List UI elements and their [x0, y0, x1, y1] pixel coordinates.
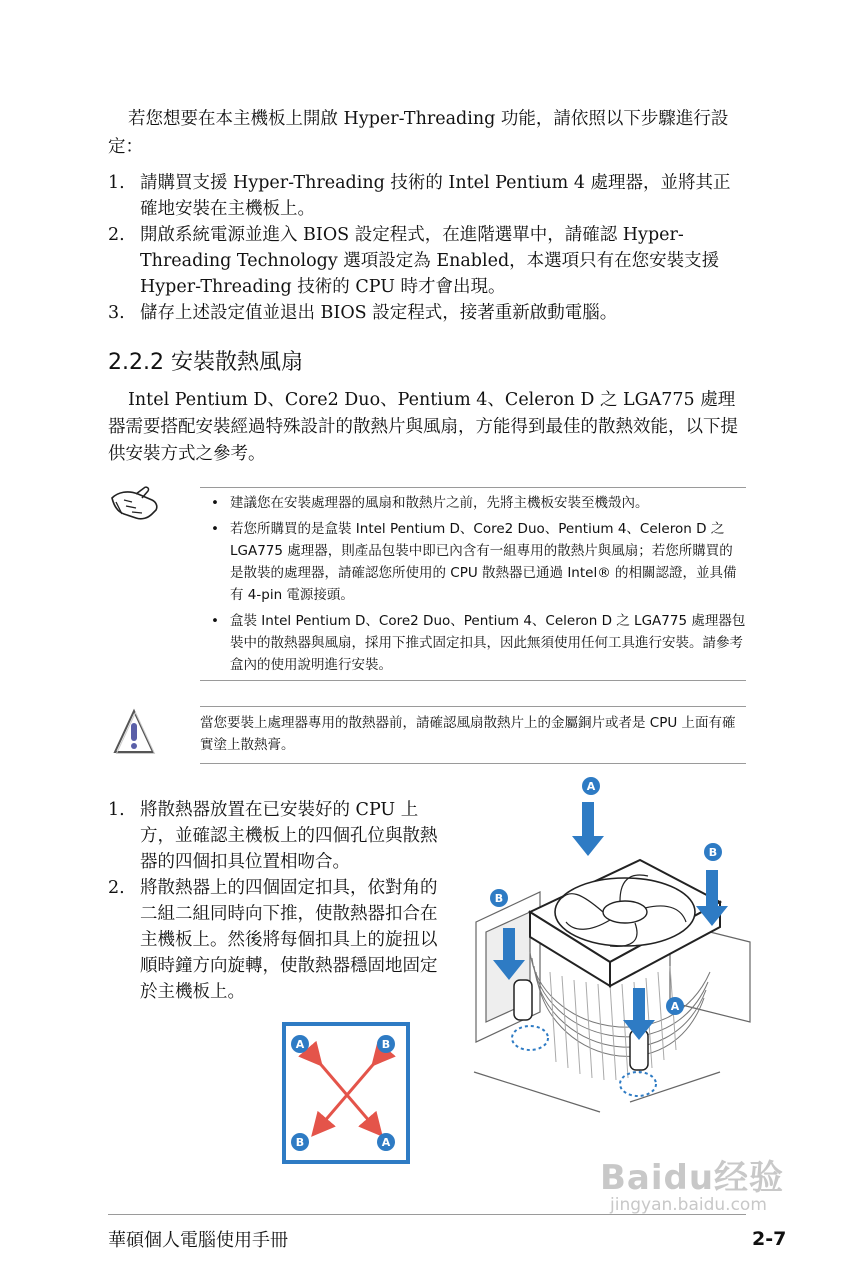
list-item: [108, 300, 746, 326]
step-number: 1.: [108, 173, 125, 193]
footer-rule: [108, 1214, 746, 1215]
hand-note-icon: [108, 480, 168, 530]
footer-title: 華碩個人電腦使用手冊: [108, 1230, 288, 1251]
list-item: [108, 170, 746, 222]
bullet: •: [211, 495, 219, 511]
step-number: 1.: [108, 800, 125, 820]
note-bottom-rule: [200, 680, 746, 681]
label-b: B: [708, 846, 718, 859]
intro-paragraph: 若您想要在本主機板上開啟 Hyper-Threading 功能，請依照以下步驟進行設定：: [108, 109, 729, 157]
note-text: 盒裝 Intel Pentium D、Core2 Duo、Pentium 4、Celeron D 之 LGA775 處理器包裝中的散熱器與風扇，採用下推式固定扣具，因此無須使用任何工具進行安裝。請參考盒內的使用說明進行安裝。: [230, 613, 746, 673]
bullet: •: [211, 613, 219, 629]
heatsink-illustration: [470, 772, 760, 1122]
note-text: 建議您在安裝處理器的風扇和散熱片之前，先將主機板安裝至機殼內。: [230, 495, 649, 511]
caution-bottom-rule: [200, 763, 746, 764]
label-a: A: [295, 1038, 305, 1051]
section-paragraph: Intel Pentium D、Core2 Duo、Pentium 4、Celeron D 之 LGA775 處理器需要搭配安裝經過特殊設計的散熱片與風扇，方能得到最佳的散熱效能，以下提供安裝方式之參考。: [108, 390, 738, 464]
list-item: [108, 797, 448, 875]
page-number: 2-7: [752, 1228, 787, 1250]
step-text: 將散熱器放置在已安裝好的 CPU 上方，並確認主機板上的四個孔位與散熱器的四個扣具位置相吻合。: [140, 800, 438, 872]
list-item: [108, 222, 746, 300]
label-b: B: [295, 1136, 305, 1149]
step-number: 3.: [108, 303, 125, 323]
caution-top-rule: [200, 706, 746, 707]
watermark-site: jingyan.baidu.com: [610, 1195, 767, 1215]
label-b: B: [381, 1038, 391, 1051]
bullet: •: [211, 521, 219, 537]
label-a: A: [586, 780, 596, 793]
step-number: 2.: [108, 878, 125, 898]
step-text: 儲存上述設定值並退出 BIOS 設定程式，接著重新啟動電腦。: [140, 303, 618, 323]
ht-steps-list: [108, 170, 746, 326]
step-text: 開啟系統電源並進入 BIOS 設定程式，在進階選單中，請確認 Hyper-Threading Technology 選項設定為 Enabled，本選項只有在您安裝支援 Hyper-Threading 技術的 CPU 時才會出現。: [140, 225, 720, 297]
list-item: [108, 875, 448, 1005]
label-a: A: [381, 1136, 391, 1149]
watermark: [600, 1150, 784, 1215]
list-item: [200, 518, 746, 606]
note-text: 若您所購買的是盒裝 Intel Pentium D、Core2 Duo、Pentium 4、Celeron D 之 LGA775 處理器，則產品包裝中即已內含有一組專用的散熱片與風扇；若您所購買的是散裝的處理器，請確認您所使用的 CPU 散熱器已通過 Intel® 的相關認證，並具備有 4-pin 電源接頭。: [230, 521, 737, 603]
note-top-rule: [200, 487, 746, 488]
step-number: 2.: [108, 225, 125, 245]
diagonal-order-diagram: [282, 1022, 410, 1164]
note-list: [200, 492, 746, 680]
list-item: [200, 610, 746, 676]
install-steps-list: [108, 797, 448, 1005]
section-heading: 2.2.2 安裝散熱風扇: [108, 350, 303, 375]
label-b: B: [494, 892, 504, 905]
step-text: 請購買支援 Hyper-Threading 技術的 Intel Pentium 4 處理器，並將其正確地安裝在主機板上。: [140, 173, 731, 219]
label-a: A: [670, 1000, 680, 1013]
watermark-brand: Baidu经验: [600, 1158, 785, 1198]
list-item: [200, 492, 746, 514]
caution-text: 當您要裝上處理器專用的散熱器前，請確認風扇散熱片上的金屬銅片或者是 CPU 上面有確實塗上散熱膏。: [200, 715, 736, 753]
step-text: 將散熱器上的四個固定扣具，依對角的二組二組同時向下推，使散熱器扣合在主機板上。然後將每個扣具上的旋扭以順時鐘方向旋轉，使散熱器穩固地固定於主機板上。: [140, 878, 438, 1002]
warning-triangle-icon: [112, 708, 156, 756]
